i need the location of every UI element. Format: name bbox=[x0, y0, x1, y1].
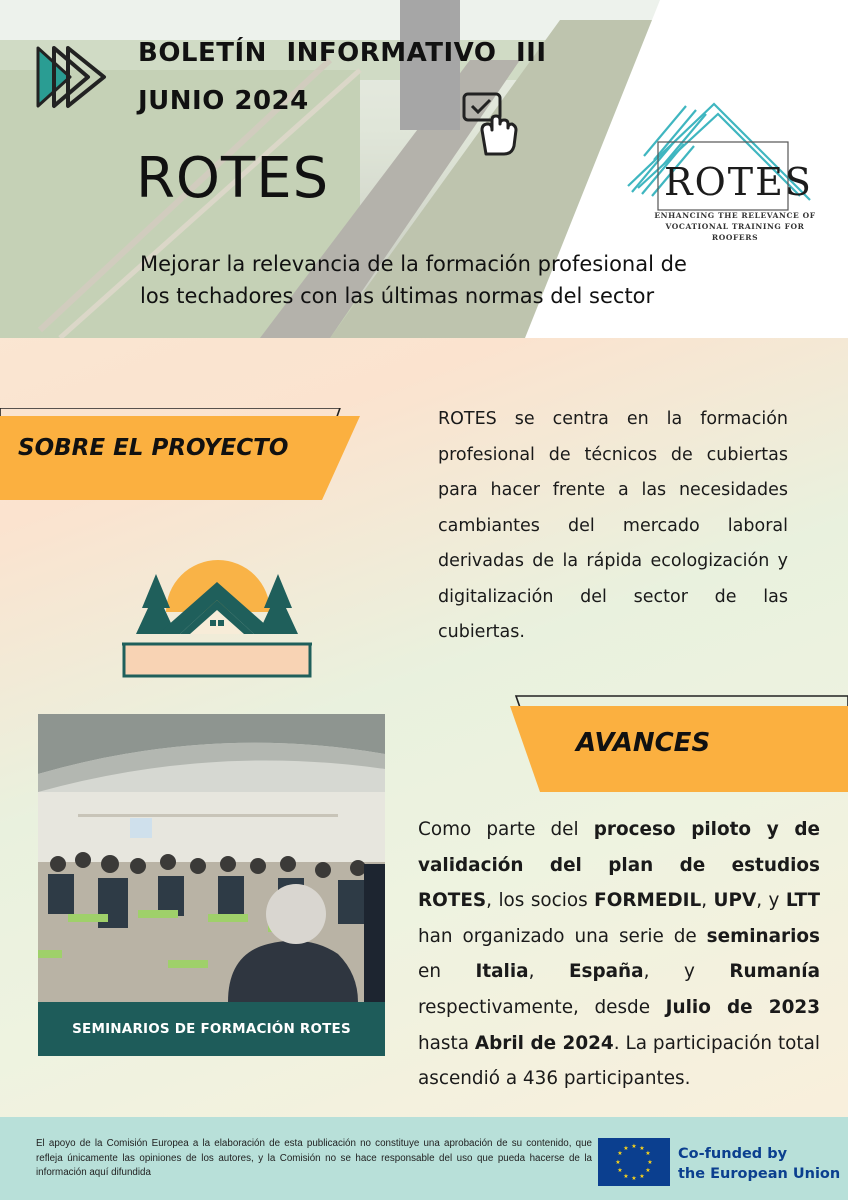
about-paragraph: ROTES se centra en la formación profesional de técnicos de cubiertas para hacer frente a las necesidades cambiantes del mercado laboral derivadas de la rápida ecologización y digitalización del sector de las cubiertas. bbox=[438, 409, 788, 642]
project-name: ROTES bbox=[136, 146, 330, 211]
subtitle-line-1: Mejorar la relevancia de la formación profesional de bbox=[140, 252, 687, 276]
progress-bold-start-date: Julio de 2023 bbox=[665, 996, 820, 1018]
progress-bold-formedil: FORMEDIL bbox=[594, 890, 702, 912]
newsletter-date: JUNIO 2024 bbox=[138, 86, 309, 116]
svg-text:★: ★ bbox=[623, 1173, 629, 1180]
subtitle-line-2: los techadores con las últimas normas del sector bbox=[140, 284, 655, 308]
cofunded-label bbox=[678, 1144, 840, 1184]
progress-text-segment: , bbox=[528, 961, 569, 983]
progress-text-segment: han organizado una serie de bbox=[418, 925, 707, 947]
progress-text-segment: en bbox=[418, 961, 476, 983]
cofunded-line-1: Co-funded by bbox=[678, 1146, 788, 1162]
svg-text:★: ★ bbox=[639, 1145, 645, 1152]
progress-heading: AVANCES bbox=[576, 728, 711, 758]
cofunded-line-2: the European Union bbox=[678, 1166, 841, 1182]
click-hand-icon bbox=[460, 90, 518, 156]
logo-tagline-line-1: ENHANCING THE RELEVANCE OF bbox=[654, 211, 816, 220]
progress-text-segment: , bbox=[701, 890, 714, 912]
svg-text:★: ★ bbox=[645, 1167, 651, 1174]
progress-bold-italia: Italia bbox=[475, 961, 529, 983]
logo-wordmark: ROTES bbox=[664, 160, 813, 204]
progress-text-segment: , los socios bbox=[486, 890, 595, 912]
house-sunset-icon bbox=[120, 560, 314, 682]
footer bbox=[0, 1117, 848, 1200]
double-chevron-right-icon bbox=[36, 44, 108, 110]
svg-text:★: ★ bbox=[631, 1175, 637, 1182]
progress-bold-upv: UPV bbox=[713, 890, 757, 912]
svg-text:★: ★ bbox=[617, 1150, 623, 1157]
header-subtitle bbox=[140, 248, 740, 312]
svg-text:★: ★ bbox=[617, 1167, 623, 1174]
progress-paragraph bbox=[418, 812, 820, 1097]
progress-text-segment: . La participación total ascendió a 436 participantes. bbox=[418, 1032, 820, 1090]
seminar-photo-image bbox=[38, 714, 385, 1002]
progress-text-segment: , y bbox=[756, 890, 786, 912]
eu-disclaimer: El apoyo de la Comisión Europea a la elaboración de esta publicación no constituye una aprobación de su contenido, que refleja únicamente las opiniones de los autores, y la Comisión no se hace responsable del uso que pueda hacerse de la información aquí difundida bbox=[36, 1138, 592, 1178]
progress-bold-seminarios: seminarios bbox=[706, 925, 820, 947]
logo-tagline bbox=[650, 210, 820, 243]
progress-text-segment: Como parte del bbox=[418, 819, 594, 840]
newsletter-title: BOLETÍN INFORMATIVO III bbox=[138, 38, 547, 68]
svg-text:★: ★ bbox=[615, 1159, 621, 1166]
progress-bold-pilot: proceso piloto y de validación del plan de estudios ROTES bbox=[418, 819, 820, 912]
svg-text:★: ★ bbox=[639, 1173, 645, 1180]
about-heading: SOBRE EL PROYECTO bbox=[18, 435, 289, 461]
progress-heading-banner bbox=[490, 692, 848, 792]
header-banner bbox=[0, 0, 848, 338]
progress-bold-ltt: LTT bbox=[785, 890, 820, 912]
progress-bold-espana: España bbox=[568, 961, 644, 983]
progress-text-segment: respectivamente, desde bbox=[418, 996, 666, 1018]
progress-bold-end-date: Abril de 2024 bbox=[474, 1032, 614, 1054]
seminar-photo bbox=[38, 714, 385, 1002]
svg-text:★: ★ bbox=[647, 1159, 653, 1166]
progress-text-segment: hasta bbox=[418, 1032, 475, 1054]
photo-caption: SEMINARIOS DE FORMACIÓN ROTES bbox=[38, 1002, 385, 1056]
about-heading-banner bbox=[0, 408, 362, 500]
eu-flag-icon bbox=[598, 1138, 670, 1186]
logo-tagline-line-2: VOCATIONAL TRAINING FOR ROOFERS bbox=[665, 222, 805, 242]
svg-text:★: ★ bbox=[631, 1143, 637, 1150]
svg-text:★: ★ bbox=[623, 1145, 629, 1152]
svg-text:★: ★ bbox=[645, 1150, 651, 1157]
progress-bold-rumania: Rumanía bbox=[729, 961, 820, 983]
progress-text-segment: , y bbox=[643, 961, 730, 983]
